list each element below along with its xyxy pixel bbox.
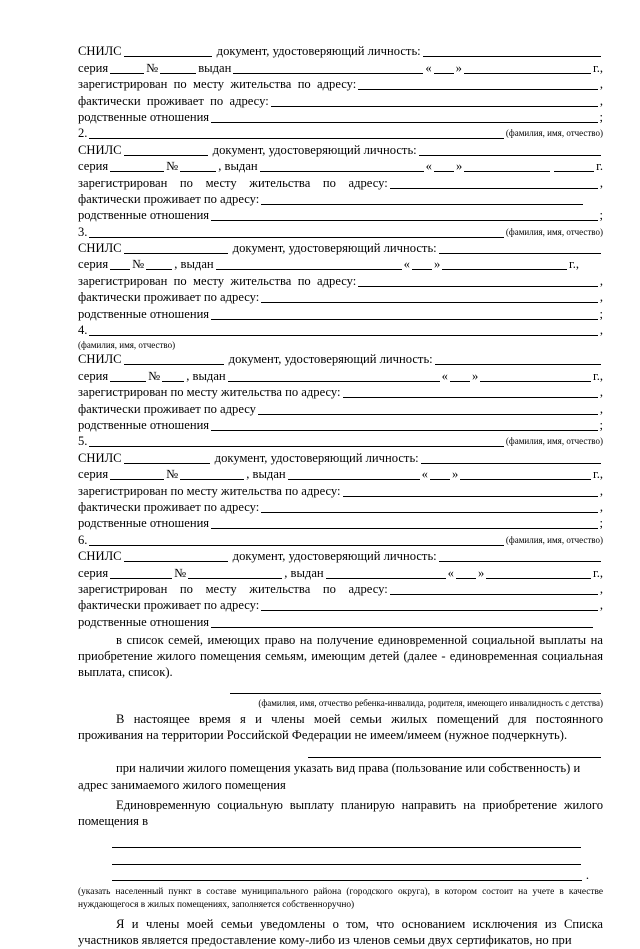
date-open-quote: « <box>425 159 432 174</box>
member-4-rel-row <box>78 417 603 433</box>
reg-address-field[interactable] <box>343 484 598 497</box>
fact-address-label: фактически проживает по адресу: <box>78 191 260 206</box>
reg-address-field[interactable] <box>358 77 598 90</box>
comma: , <box>599 273 603 288</box>
reg-address-label: зарегистрирован по месту жительства по адресу: <box>78 385 341 400</box>
application-form <box>78 43 603 949</box>
seria-label: серия <box>78 368 109 383</box>
settlement-line-3 <box>78 867 603 883</box>
fact-address-label: фактически проживает по адресу <box>78 401 256 416</box>
list-note: (фамилия, имя, отчество ребенка-инвалида, родителя, имеющего инвалидность с детства) <box>258 697 603 708</box>
right-type-paragraph <box>78 760 603 793</box>
document-field[interactable] <box>435 352 601 365</box>
date-open-quote: « <box>447 565 454 580</box>
fio-note: (фамилия, имя, отчество) <box>505 534 603 545</box>
seria-label: серия <box>78 467 109 482</box>
seria-label: серия <box>78 159 109 174</box>
issued-label: , выдан <box>174 257 214 272</box>
snils-label: СНИЛС <box>78 241 122 256</box>
issued-label: , выдан <box>218 159 258 174</box>
issued-by-field[interactable] <box>216 257 402 270</box>
fio-note: (фамилия, имя, отчество) <box>78 340 176 351</box>
relation-label: родственные отношения <box>78 516 210 531</box>
member-number: 2. <box>78 126 88 141</box>
relation-field[interactable] <box>211 208 597 221</box>
fact-address-field[interactable] <box>261 290 598 303</box>
day-field[interactable] <box>450 369 470 382</box>
fio-note: (фамилия, имя, отчество) <box>505 226 603 237</box>
month-year-field[interactable] <box>460 467 591 480</box>
number-field[interactable] <box>162 369 184 382</box>
member-number: 6. <box>78 532 88 547</box>
date-open-quote: « <box>421 467 428 482</box>
reg-address-field[interactable] <box>358 274 598 287</box>
fio-note: (фамилия, имя, отчество) <box>505 436 603 447</box>
housing-paragraph: В настоящее время я и члены моей семьи жилых помещений для постоянного проживания на территории Российской Федерации не имеем/имеем (нужное подчеркнуть). <box>78 711 603 743</box>
list-paragraph: в список семей, имеющих право на получение единовременной социальной выплаты на приобретение жилого помещения семьям, имеющим детей (далее - единовременная социальная выплата, список). <box>78 632 603 680</box>
issued-by-field[interactable] <box>326 566 446 579</box>
document-field[interactable] <box>423 44 601 57</box>
doc-label: документ, удостоверяющий личность: <box>209 142 417 157</box>
year-label: г., <box>592 565 603 580</box>
member-number: 4. <box>78 323 88 338</box>
year-label: г., <box>592 467 603 482</box>
date-close-quote: » <box>471 368 479 383</box>
housing-underline-row <box>78 744 603 760</box>
snils-label: СНИЛС <box>78 44 122 59</box>
number-label: № <box>166 159 179 174</box>
relation-field[interactable] <box>211 110 597 123</box>
number-field[interactable] <box>188 566 282 579</box>
settlement-field-3[interactable] <box>112 868 582 881</box>
month-year-field[interactable] <box>442 257 567 270</box>
semicolon: ; <box>599 516 603 531</box>
member-1-snils-row <box>78 43 603 59</box>
number-field[interactable] <box>180 159 216 172</box>
doc-label: документ, удостоверяющий личность: <box>229 241 437 256</box>
relation-field[interactable] <box>211 418 597 431</box>
member-4-passport-row <box>78 367 603 383</box>
fio-field[interactable] <box>89 434 503 447</box>
document-field[interactable] <box>419 143 601 156</box>
reg-address-field[interactable] <box>343 385 598 398</box>
member-4-fact-row <box>78 400 603 416</box>
doc-label: документ, удостоверяющий личность: <box>213 44 421 59</box>
year-label: г., <box>592 368 603 383</box>
snils-label: СНИЛС <box>78 142 122 157</box>
settlement-line-1 <box>78 834 603 850</box>
date-close-quote: » <box>451 467 459 482</box>
number-label: № <box>166 467 179 482</box>
member-3-passport-row <box>78 256 603 272</box>
seria-field[interactable] <box>110 159 164 172</box>
member-5-reg-row <box>78 482 603 498</box>
member-2-fact-row <box>78 191 603 207</box>
number-field[interactable] <box>180 467 244 480</box>
fio-field[interactable] <box>89 533 503 546</box>
reg-address-field[interactable] <box>390 582 598 595</box>
fact-address-label: фактически проживает по адресу: <box>78 598 260 613</box>
seria-field[interactable] <box>110 467 164 480</box>
seria-label: серия <box>78 60 109 75</box>
list-underline-row <box>78 681 603 696</box>
issued-label: выдан <box>198 60 232 75</box>
direct-paragraph: Единовременную социальную выплату планирую направить на приобретение жилого помещения в <box>78 797 603 829</box>
month-field[interactable] <box>464 159 550 172</box>
fact-address-field[interactable] <box>261 192 583 205</box>
snils-field[interactable] <box>124 549 228 562</box>
year-label: г., <box>592 60 603 75</box>
member-4-snils-row <box>78 351 603 367</box>
seria-field[interactable] <box>110 369 146 382</box>
reg-address-label: зарегистрирован по месту жительства по адресу: <box>78 483 341 498</box>
date-open-quote: « <box>403 257 410 272</box>
issued-label: , выдан <box>246 467 286 482</box>
snils-field[interactable] <box>124 241 228 254</box>
relation-field[interactable] <box>211 307 597 320</box>
snils-field[interactable] <box>124 143 208 156</box>
number-label: № <box>174 565 187 580</box>
comma: , <box>599 77 603 92</box>
reg-address-field[interactable] <box>390 176 598 189</box>
list-note-row <box>78 696 603 709</box>
fio-field[interactable] <box>89 323 597 336</box>
document-field[interactable] <box>439 241 601 254</box>
day-field[interactable] <box>434 61 454 74</box>
seria-field[interactable] <box>110 566 172 579</box>
member-2-reg-row <box>78 174 603 190</box>
member-2-name-row <box>78 125 603 141</box>
member-5-passport-row <box>78 466 603 482</box>
comma: , <box>599 290 603 305</box>
fact-address-label: фактически проживает по адресу: <box>78 93 269 108</box>
semicolon: ; <box>599 417 603 432</box>
member-2-rel-row <box>78 207 603 223</box>
member-6-reg-row <box>78 581 603 597</box>
seria-label: серия <box>78 257 109 272</box>
comma: , <box>599 581 603 596</box>
housing-field[interactable] <box>308 745 601 758</box>
member-4-fio-note-row <box>78 338 603 351</box>
number-label: № <box>148 368 161 383</box>
notified-paragraph: Я и члены моей семьи уведомлены о том, что основанием исключения из Списка участников является предоставление кому-либо из членов семьи двух сертификатов, но при <box>78 916 603 948</box>
member-3-snils-row <box>78 240 603 256</box>
number-field[interactable] <box>160 61 196 74</box>
member-3-reg-row <box>78 272 603 288</box>
reg-address-label: зарегистрирован по месту жительства по адресу: <box>78 273 357 288</box>
doc-label: документ, удостоверяющий личность: <box>211 450 419 465</box>
relation-label: родственные отношения <box>78 417 210 432</box>
date-open-quote: « <box>425 60 432 75</box>
day-field[interactable] <box>456 566 476 579</box>
year-label: г. <box>596 159 603 174</box>
fact-address-label: фактически проживает по адресу: <box>78 499 260 514</box>
semicolon: ; <box>599 208 603 223</box>
year-field[interactable] <box>554 159 594 172</box>
fio-field[interactable] <box>89 225 503 238</box>
seria-field[interactable] <box>110 61 144 74</box>
right-type-line-1: при наличии жилого помещения указать вид права (пользование или собственность) и <box>116 761 581 776</box>
period: . <box>585 867 589 882</box>
member-3-fact-row <box>78 289 603 305</box>
settlement-field-2[interactable] <box>112 852 581 865</box>
date-close-quote: » <box>477 565 485 580</box>
comma: , <box>599 401 603 416</box>
comma: , <box>599 598 603 613</box>
comma: , <box>599 175 603 190</box>
snils-label: СНИЛС <box>78 352 122 367</box>
comma: , <box>599 323 603 338</box>
date-close-quote: » <box>455 60 462 75</box>
year-label: г., <box>568 257 579 272</box>
relation-label: родственные отношения <box>78 614 210 629</box>
member-5-name-row <box>78 433 603 449</box>
fact-address-field[interactable] <box>258 402 598 415</box>
settlement-field-1[interactable] <box>112 835 581 848</box>
date-open-quote: « <box>441 368 448 383</box>
number-label: № <box>146 60 159 75</box>
issued-by-field[interactable] <box>233 61 423 74</box>
member-number: 5. <box>78 434 88 449</box>
snils-label: СНИЛС <box>78 450 122 465</box>
member-6-name-row <box>78 531 603 547</box>
member-5-fact-row <box>78 499 603 515</box>
snils-field[interactable] <box>124 352 224 365</box>
issued-by-field[interactable] <box>228 369 440 382</box>
settlement-line-2 <box>78 850 603 866</box>
relation-label: родственные отношения <box>78 109 210 124</box>
reg-address-label: зарегистрирован по месту жительства по адресу: <box>78 581 388 596</box>
day-field[interactable] <box>430 467 450 480</box>
number-label: № <box>132 257 145 272</box>
semicolon: ; <box>599 306 603 321</box>
reg-address-label: зарегистрирован по месту жительства по адресу: <box>78 77 357 92</box>
member-3-name-row <box>78 223 603 239</box>
member-1-passport-row <box>78 59 603 75</box>
member-3-rel-row <box>78 305 603 321</box>
date-close-quote: » <box>433 257 441 272</box>
comma: , <box>599 385 603 400</box>
member-1-rel-row <box>78 109 603 125</box>
member-number: 3. <box>78 224 88 239</box>
seria-label: серия <box>78 565 109 580</box>
member-2-passport-row <box>78 158 603 174</box>
month-year-field[interactable] <box>486 566 591 579</box>
snils-label: СНИЛС <box>78 549 122 564</box>
fact-address-field[interactable] <box>261 598 598 611</box>
relation-label: родственные отношения <box>78 208 210 223</box>
member-2-snils-row <box>78 141 603 157</box>
member-5-snils-row <box>78 449 603 465</box>
reg-address-label: зарегистрирован по месту жительства по адресу: <box>78 175 388 190</box>
fact-address-label: фактически проживает по адресу: <box>78 290 260 305</box>
day-field[interactable] <box>434 159 454 172</box>
relation-field[interactable] <box>211 615 593 628</box>
member-5-rel-row <box>78 515 603 531</box>
member-4-name-row <box>78 322 603 338</box>
settlement-note: (указать населенный пункт в составе муниципального района (городского округа), в котором состоит на учете в качестве нуждающегося в жилых помещениях, заполняется собственноручно) <box>78 886 603 910</box>
semicolon: ; <box>599 109 603 124</box>
document-field[interactable] <box>421 451 601 464</box>
fio-field[interactable] <box>89 126 503 139</box>
issued-by-field[interactable] <box>260 159 424 172</box>
issued-by-field[interactable] <box>288 467 420 480</box>
fact-address-field[interactable] <box>271 94 598 107</box>
issued-label: , выдан <box>186 368 226 383</box>
comma: , <box>599 499 603 514</box>
document-field[interactable] <box>439 549 601 562</box>
doc-label: документ, удостоверяющий личность: <box>225 352 433 367</box>
seria-field[interactable] <box>110 257 130 270</box>
comma: , <box>599 483 603 498</box>
snils-field[interactable] <box>124 451 210 464</box>
date-close-quote: » <box>455 159 463 174</box>
member-4-reg-row <box>78 384 603 400</box>
member-6-snils-row <box>78 548 603 564</box>
right-type-line-2: адрес занимаемого жилого помещения <box>78 777 286 792</box>
list-applicant-field[interactable] <box>230 681 601 694</box>
fio-note: (фамилия, имя, отчество) <box>505 128 603 139</box>
member-1-reg-row <box>78 76 603 92</box>
comma: , <box>599 93 603 108</box>
day-field[interactable] <box>412 257 432 270</box>
snils-field[interactable] <box>124 44 212 57</box>
month-year-field[interactable] <box>464 61 591 74</box>
member-1-fact-row <box>78 92 603 108</box>
member-6-passport-row <box>78 564 603 580</box>
doc-label: документ, удостоверяющий личность: <box>229 549 437 564</box>
member-6-fact-row <box>78 597 603 613</box>
issued-label: , выдан <box>284 565 324 580</box>
relation-field[interactable] <box>211 516 597 529</box>
member-6-rel-row <box>78 613 603 629</box>
fact-address-field[interactable] <box>261 500 598 513</box>
number-field[interactable] <box>146 257 172 270</box>
month-year-field[interactable] <box>480 369 591 382</box>
relation-label: родственные отношения <box>78 306 210 321</box>
